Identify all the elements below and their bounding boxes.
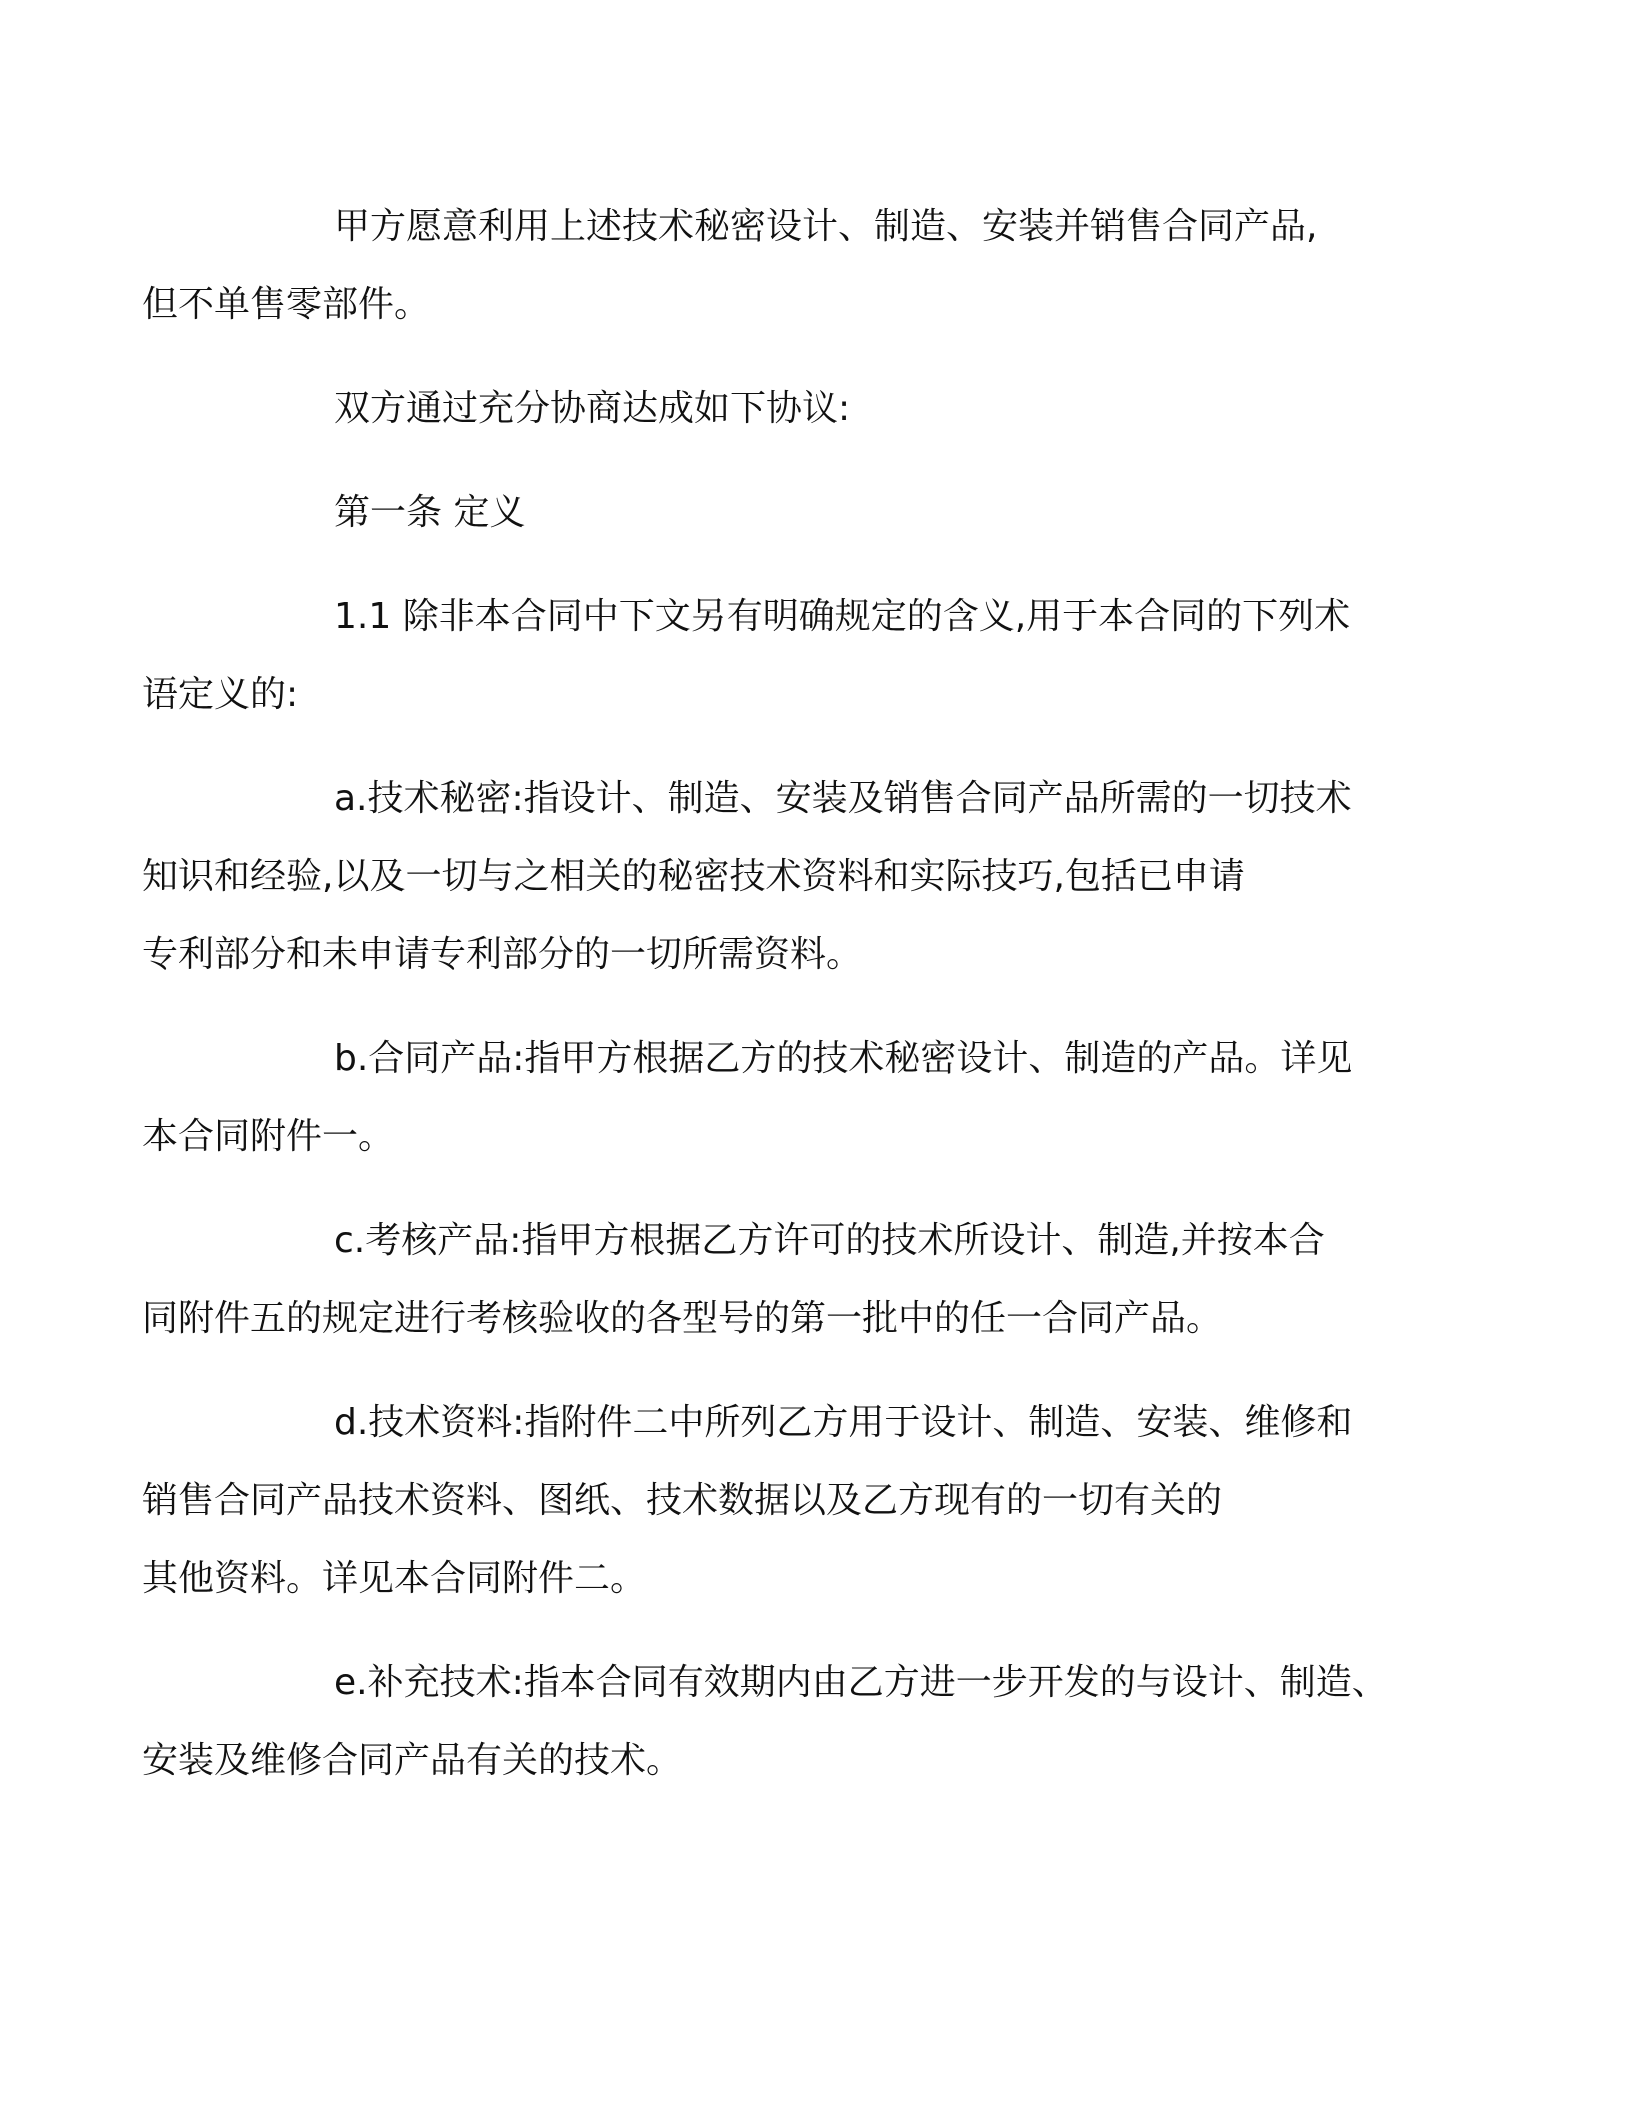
paragraph-intent [142, 188, 1408, 344]
clause-1-1 [142, 578, 1408, 734]
article-heading [238, 474, 1408, 552]
paragraph-line: 双方通过充分协商达成如下协议: [334, 388, 851, 429]
paragraph-line: a.技术秘密:指设计、制造、安装及销售合同产品所需的一切技术 [334, 778, 1352, 819]
definition-a [142, 760, 1408, 994]
paragraph-line: 但不单售零部件。 [142, 284, 431, 325]
paragraph-agreement [238, 370, 1408, 448]
paragraph-line: d.技术资料:指附件二中所列乙方用于设计、制造、安装、维修和 [334, 1402, 1353, 1443]
paragraph-line: c.考核产品:指甲方根据乙方许可的技术所设计、制造,并按本合 [334, 1220, 1325, 1261]
paragraph-line: 其他资料。详见本合同附件二。 [142, 1558, 647, 1599]
paragraph-line: 知识和经验,以及一切与之相关的秘密技术资料和实际技巧,包括已申请 [142, 856, 1245, 897]
document-body [142, 188, 1408, 1826]
definition-b [142, 1020, 1408, 1176]
definition-d [142, 1384, 1408, 1618]
article-title: 第一条 定义 [334, 492, 526, 533]
paragraph-line: 安装及维修合同产品有关的技术。 [142, 1740, 683, 1781]
paragraph-line: e.补充技术:指本合同有效期内由乙方进一步开发的与设计、制造、 [334, 1662, 1388, 1703]
paragraph-line: 同附件五的规定进行考核验收的各型号的第一批中的任一合同产品。 [142, 1298, 1223, 1339]
paragraph-line: 语定义的: [142, 674, 299, 715]
paragraph-line: 甲方愿意利用上述技术秘密设计、制造、安装并销售合同产品, [334, 206, 1318, 247]
definition-c [142, 1202, 1408, 1358]
paragraph-line: 1.1 除非本合同中下文另有明确规定的含义,用于本合同的下列术 [334, 596, 1351, 637]
definition-e [142, 1644, 1408, 1800]
paragraph-line: 销售合同产品技术资料、图纸、技术数据以及乙方现有的一切有关的 [142, 1480, 1223, 1521]
paragraph-line: b.合同产品:指甲方根据乙方的技术秘密设计、制造的产品。详见 [334, 1038, 1353, 1079]
paragraph-line: 专利部分和未申请专利部分的一切所需资料。 [142, 934, 863, 975]
paragraph-line: 本合同附件一。 [142, 1116, 395, 1157]
